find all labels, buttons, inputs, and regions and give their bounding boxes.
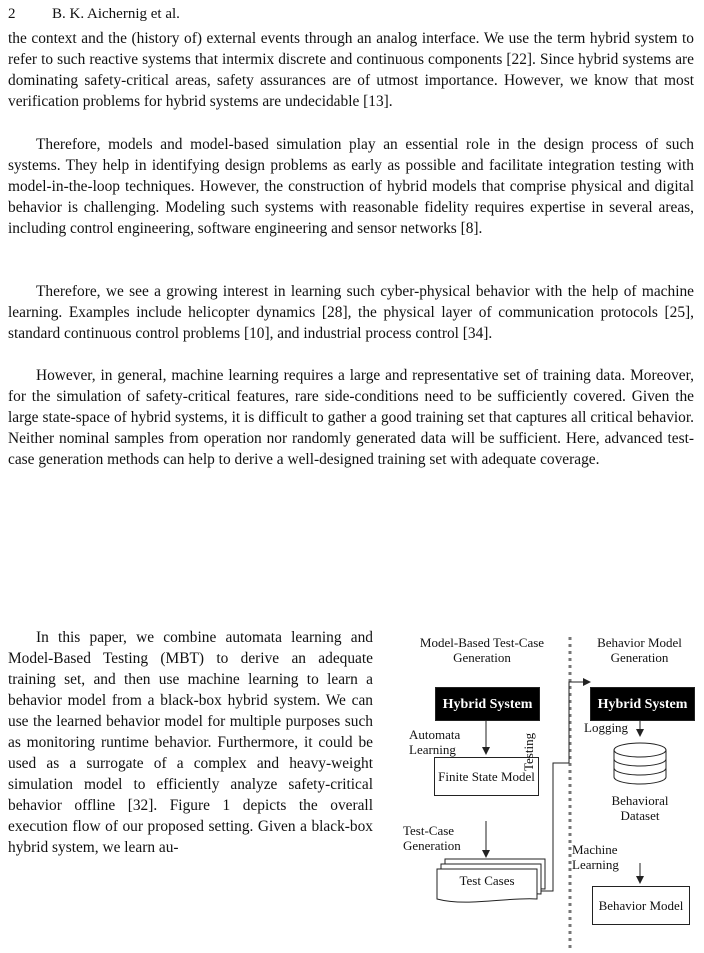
- right-column-header: Behavior Model Generation: [597, 635, 682, 665]
- logging-label: Logging: [584, 720, 629, 735]
- running-header: [8, 6, 180, 23]
- machine-learning-label: Machine Learning: [572, 842, 619, 872]
- finite-state-model-box: Finite State Model: [434, 757, 539, 796]
- page-number: 2: [8, 6, 16, 22]
- automata-learning-label: Automata Learning: [409, 727, 461, 757]
- paragraph-2: Therefore, models and model-based simulation play an essential role in the design process of such systems. They help in identifying design problems as early as possible and facilitate integration testing with model-in-the-loop techniques. However, the construction of hybrid models that comprise physical and digital behavior is challenging. Modeling such systems with reasonable fidelity requires expertise in several areas, including control engineering, software engineering and sensor networks [8].: [8, 136, 694, 237]
- test-case-generation-label: Test-Case Generation: [403, 823, 461, 853]
- running-authors: B. K. Aichernig et al.: [52, 6, 180, 22]
- paragraph-3: Therefore, we see a growing interest in learning such cyber-physical behavior with the help of machine learning. Examples include helicopter dynamics [28], the physical layer of communication protocols [25], standard continuous control problems [10], and industrial process control [34].: [8, 283, 694, 342]
- hybrid-system-box-right: Hybrid System: [590, 687, 695, 721]
- testing-label: Testing: [521, 732, 536, 771]
- paragraph-5: In this paper, we combine automata learning and Model-Based Testing (MBT) to derive an adequate training set, and then use machine learning to learn a behavior model from a black-box hybrid system. We can use the learned behavior model for multiple purposes such as monitoring runtime behavior. Furthermore, it could be used as a surrogate of a complex and heavy-weight simulation model to efficiently analyze safety-critical behavior offline [32]. Figure 1 depicts the overall execution flow of our proposed setting. Given a black-box hybrid system, we learn au-: [8, 629, 373, 856]
- left-column-header: Model-Based Test-Case Generation: [419, 635, 545, 665]
- behavioral-dataset-label: Behavioral Dataset: [611, 793, 669, 823]
- behavior-model-box: Behavior Model: [592, 886, 690, 925]
- figure-1-diagram: [393, 633, 698, 953]
- database-icon: [614, 743, 666, 784]
- test-cases-label: Test Cases: [459, 873, 515, 888]
- hybrid-system-box-left: Hybrid System: [435, 687, 540, 721]
- paragraph-1: the context and the (history of) external events through an analog interface. We use the term hybrid system to refer to such reactive systems that intermix discrete and continuous components [22]. Since hybrid systems are dominating safety-critical areas, safety assurances are of utmost importance. However, we know that most verification problems for hybrid systems are undecidable [13].: [8, 30, 694, 110]
- paragraph-4: However, in general, machine learning requires a large and representative set of training data. Moreover, for the simulation of safety-critical features, rare side-conditions need to be sufficiently covered. Given the large state-space of hybrid systems, it is difficult to gather a good training set that captures all critical behavior. Neither nominal samples from operation nor randomly generated data will be sufficient. Here, advanced test-case generation methods can help to derive a well-designed training set with adequate coverage.: [8, 367, 694, 468]
